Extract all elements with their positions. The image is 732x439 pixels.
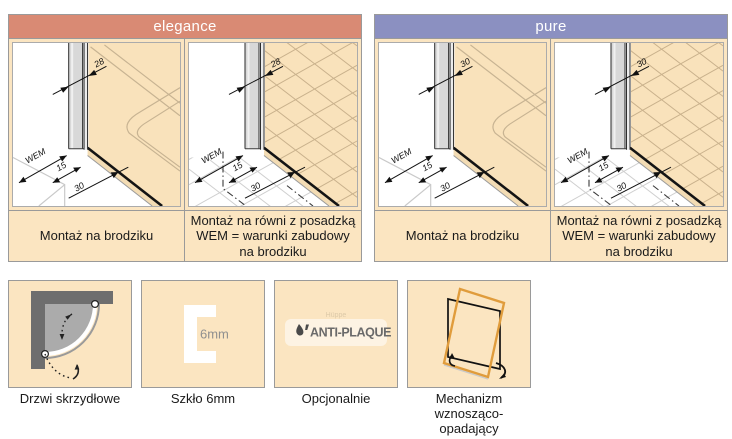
drawing-caption: Montaż na równi z posadzką WEM = warunki zabudowy na brodziku [185,211,361,261]
svg-text:28: 28 [268,56,283,70]
panel-elegance [8,14,362,262]
svg-text:30: 30 [458,56,472,70]
series-header-pure [375,15,727,39]
technical-drawing-tray-mount [378,42,547,207]
drawing-caption: Montaż na równi z posadzką WEM = warunki zabudowy na brodziku [551,211,727,261]
feature-caption: Opcjonalnie [301,391,371,406]
feature-caption: Mechanizm wznosząco-opadający [434,391,504,436]
svg-text:15: 15 [420,159,435,174]
feature-pivot-doors [8,280,132,407]
glass-6mm-icon [141,280,265,388]
mounting-drawing-cell [9,39,185,211]
svg-text:WEM: WEM [389,146,414,166]
rotate-arrow-small [450,353,455,359]
feature-caption: Drzwi skrzydłowe [19,391,121,406]
svg-text:28: 28 [92,56,106,70]
svg-text:30: 30 [248,180,263,194]
panel-pure [374,14,728,262]
feature-anti-plaque [274,280,398,407]
svg-text:30: 30 [438,180,452,194]
anti-plaque-label: ANTI-PLAQUE [310,325,392,340]
svg-text:15: 15 [54,159,69,174]
svg-text:30: 30 [72,180,86,194]
svg-text:WEM: WEM [23,146,48,166]
panel-grid [9,39,361,261]
anti-plaque-icon [274,280,398,388]
technical-drawing-flush-mount [188,42,358,207]
feature-glass-6mm [141,280,265,407]
features-row [0,262,732,437]
svg-text:30: 30 [634,56,649,70]
mounting-drawing-cell [375,39,551,211]
feature-caption: Szkło 6mm [170,391,236,406]
series-header-elegance [9,15,361,39]
lift-lower-mechanism-icon [407,280,531,388]
pivot-door-icon [8,280,132,388]
mounting-drawing-cell [551,39,727,211]
panel-grid [375,39,727,261]
hinge-dot [92,301,99,308]
glass-thickness-label: 6mm [200,326,229,342]
technical-drawing-flush-mount [554,42,724,207]
svg-text:WEM: WEM [199,146,224,166]
drawing-caption: Montaż na brodziku [9,211,185,261]
drawing-caption: Montaż na brodziku [375,211,551,261]
svg-text:30: 30 [614,180,629,194]
svg-text:WEM: WEM [565,146,590,166]
series-title: pure [535,18,567,35]
technical-drawing-tray-mount [12,42,181,207]
series-title: elegance [153,18,217,35]
watermark-text: Hüppe [325,312,347,319]
feature-lift-mechanism [407,280,531,437]
mounting-drawing-cell [185,39,361,211]
svg-text:15: 15 [596,159,611,174]
svg-text:15: 15 [230,159,245,174]
